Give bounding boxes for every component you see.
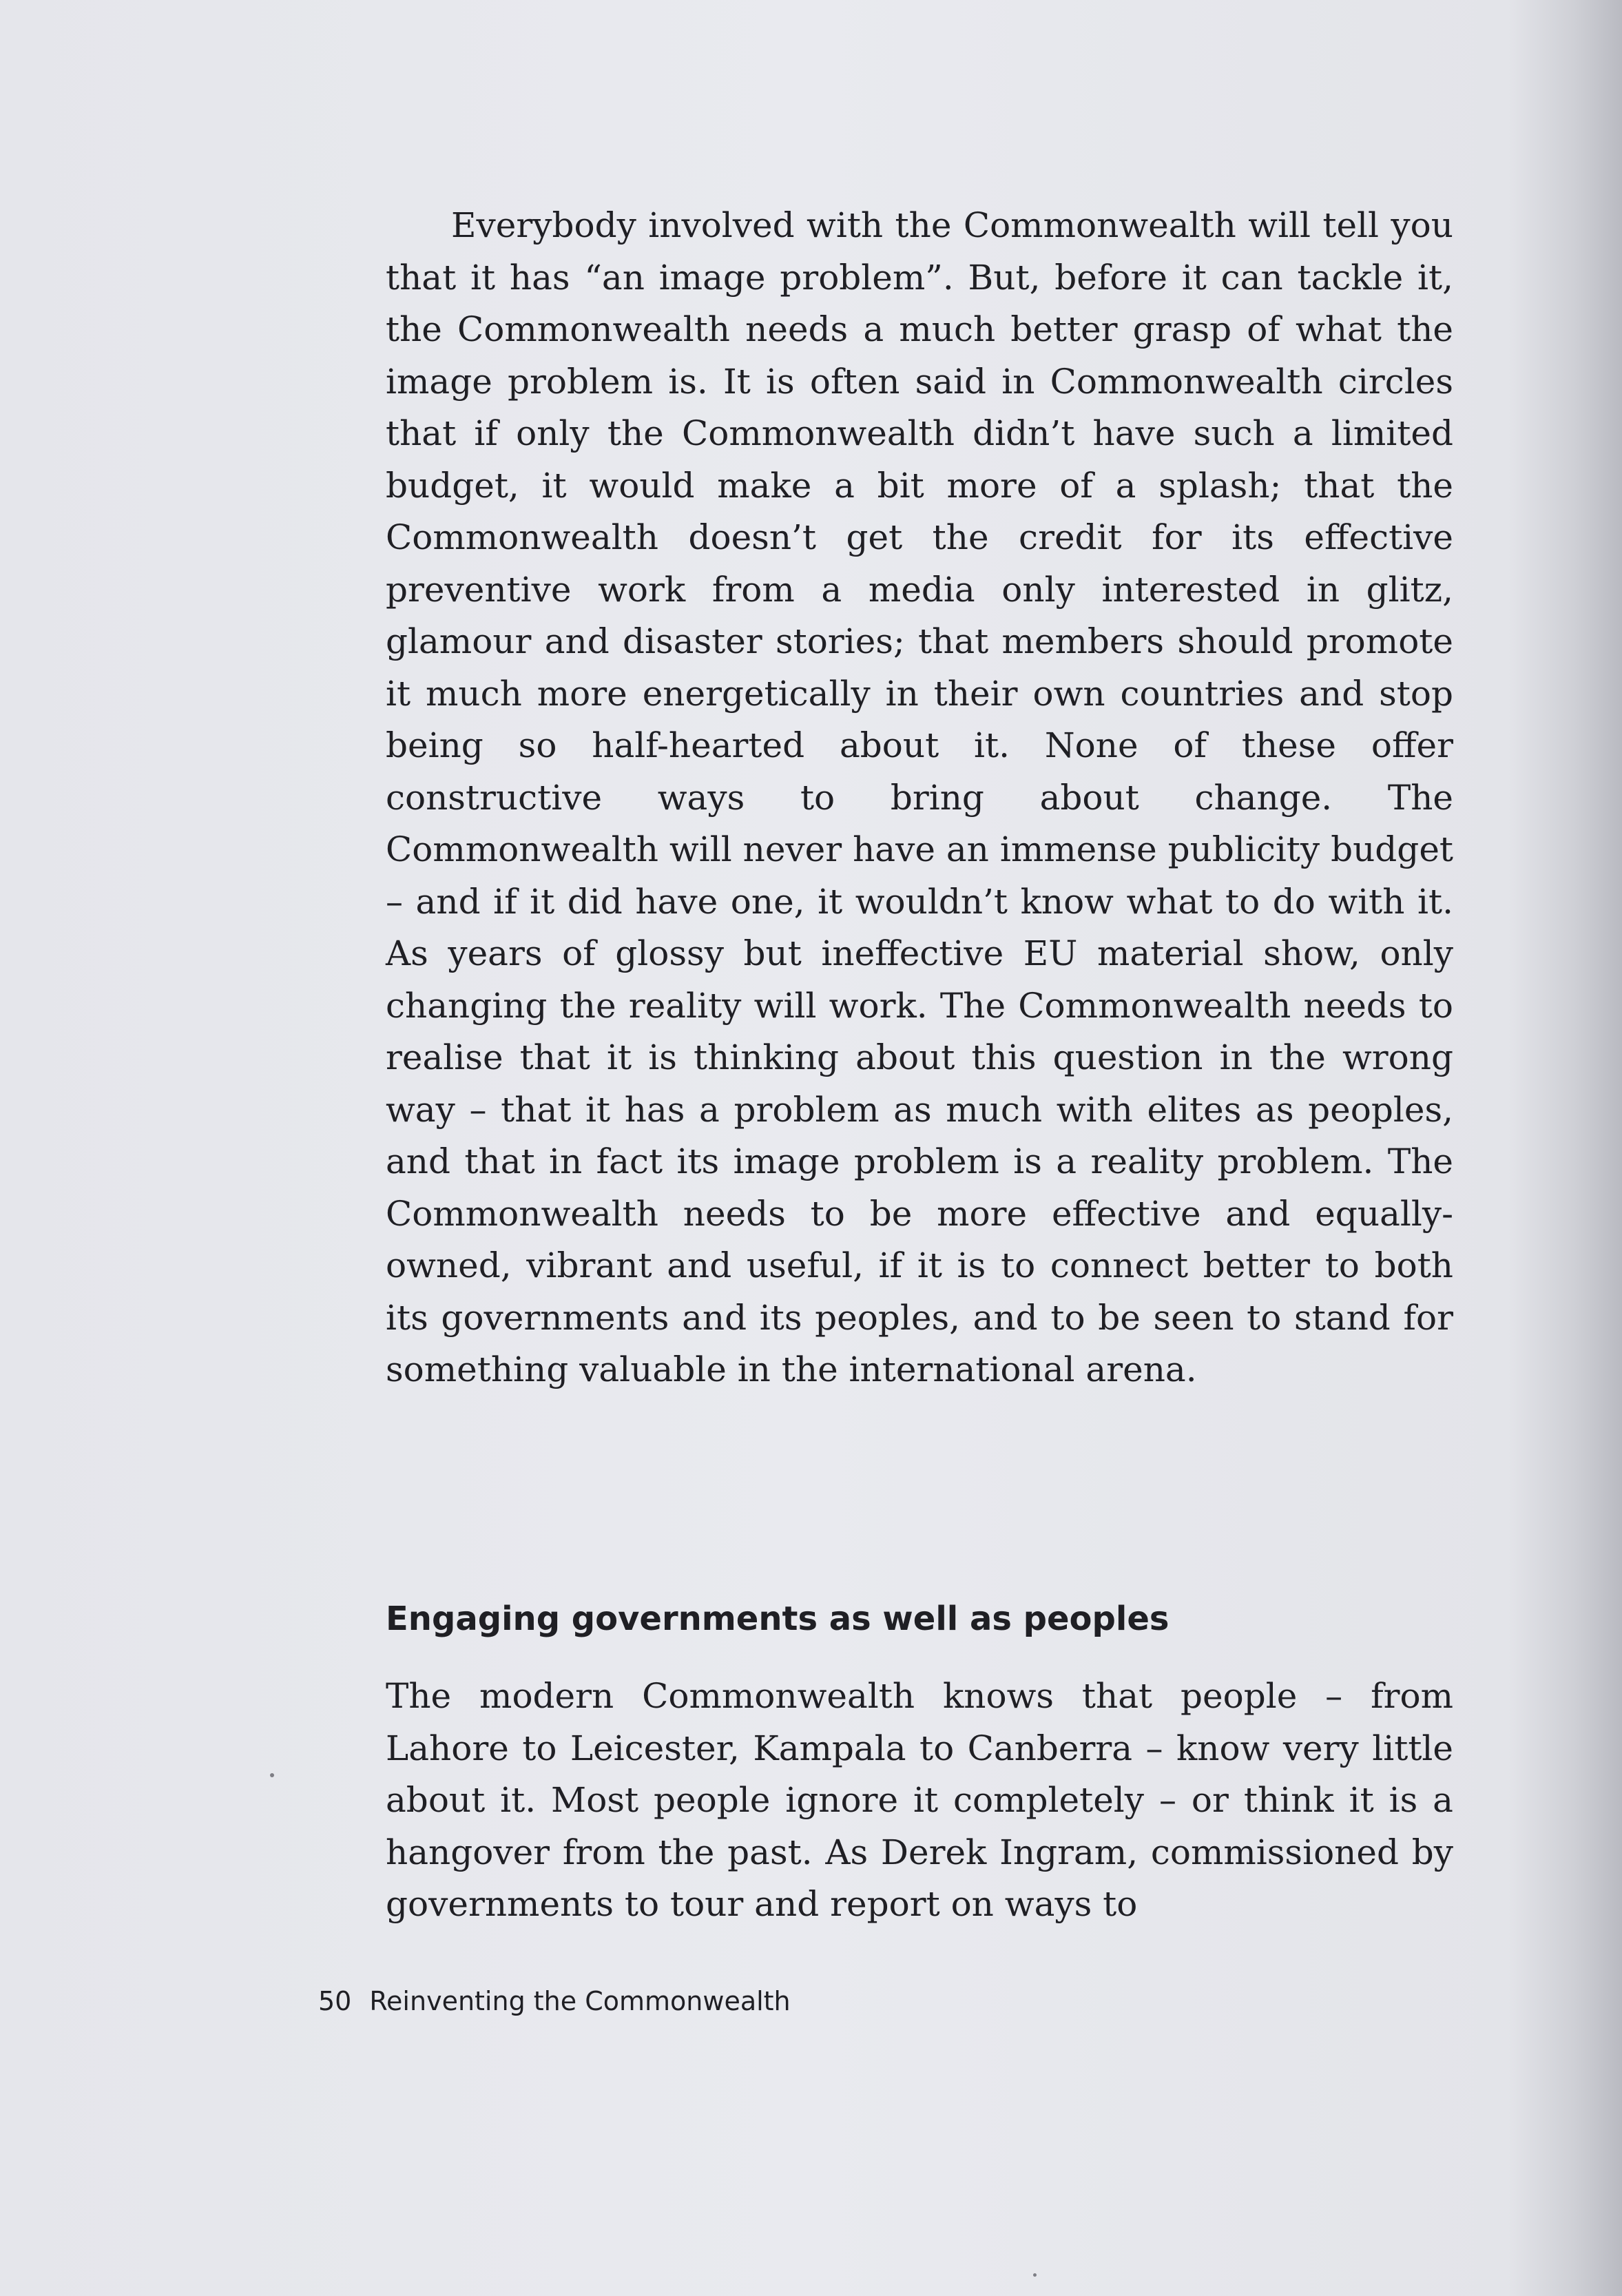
paper-speck	[270, 1773, 274, 1777]
paragraph-1: Everybody involved with the Commonwealth will tell you that it has “an image problem”. But, before it can tackle it, the Commonwealth needs a much better grasp of what the image problem is. It is often said in Commonwealth circles that if only the Commonwealth didn’t have such a limited budget, it would make a bit more of a splash; that the Commonwealth doesn’t get the credit for its effective preventive work from a media only interested in glitz, glamour and disaster stories; that members should promote it much more energetically in their own countries and stop being so half-hearted about it. None of these offer constructive ways to bring about change. The Commonwealth will never have an immense publicity budget – and if it did have one, it wouldn’t know what to do with it. As years of glossy but ineffective EU material show, only changing the reality will work. The Commonwealth needs to realise that it is thinking about this question in the wrong way – that it has a problem as much with elites as peoples, and that in fact its image problem is a reality problem. The Commonwealth needs to be more effective and equally-owned, vibrant and useful, if it is to connect better to both its governments and its peoples, and to be seen to stand for something valuable in the international arena.	[386, 205, 1453, 1389]
running-title: Reinventing the Commonwealth	[369, 1986, 791, 2016]
paper-speck	[1033, 2273, 1037, 2277]
body-text-block-2	[386, 1671, 1453, 1931]
page-number: 50	[318, 1986, 352, 2016]
paragraph-2: The modern Commonwealth knows that people – from Lahore to Leicester, Kampala to Canberra – know very little about it. Most people ignore it completely – or think it is a hangover from the past. As Derek Ingram, commissioned by governments to tour and report on ways to	[386, 1676, 1453, 1924]
section-heading: Engaging governments as well as peoples	[386, 1600, 1169, 1638]
body-text-block	[386, 200, 1453, 1396]
running-footer	[318, 1984, 791, 2018]
